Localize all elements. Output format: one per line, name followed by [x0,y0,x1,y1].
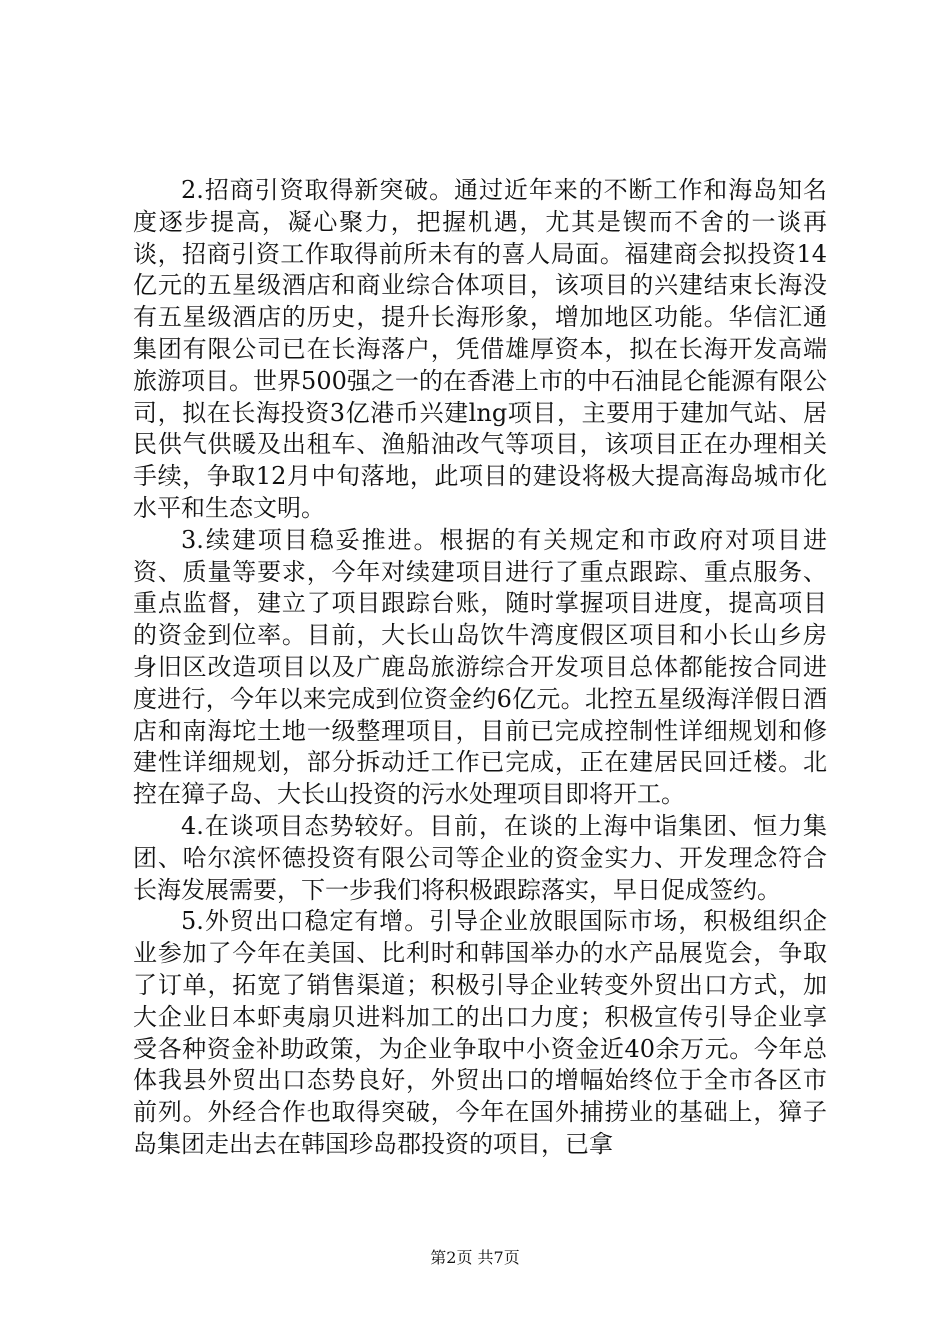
paragraph-continuing-projects: 3.续建项目稳妥推进。根据的有关规定和市政府对项目进资、质量等要求，今年对续建项目进行了重点跟踪、重点服务、重点监督，建立了项目跟踪台账，随时掌握项目进度，提高项目的资金到位率。目前，大长山岛饮牛湾度假区项目和小长山乡房身旧区改造项目以及广鹿岛旅游综合开发项目总体都能按合同进度进行，今年以来完成到位资金约6亿元。北控五星级海洋假日酒店和南海坨土地一级整理项目，目前已完成控制性详细规划和修建性详细规划，部分拆动迁工作已完成，正在建居民回迁楼。北控在獐子岛、大长山投资的污水处理项目即将开工。 [133,525,827,809]
document-body [133,175,827,1161]
paragraph-negotiating-projects: 4.在谈项目态势较好。目前，在谈的上海中诣集团、恒力集团、哈尔滨怀德投资有限公司等企业的资金实力、开发理念符合长海发展需要，下一步我们将积极跟踪落实，早日促成签约。 [133,811,827,904]
paragraph-foreign-trade: 5.外贸出口稳定有增。引导企业放眼国际市场，积极组织企业参加了今年在美国、比利时和韩国举办的水产品展览会，争取了订单，拓宽了销售渠道；积极引导企业转变外贸出口方式，加大企业日本虾夷扇贝进料加工的出口力度；积极宣传引导企业享受各种资金补助政策，为企业争取中小资金近40余万元。今年总体我县外贸出口态势良好，外贸出口的增幅始终位于全市各区市前列。外经合作也取得突破，今年在国外捕捞业的基础上，獐子岛集团走出去在韩国珍岛郡投资的项目，已拿 [133,907,827,1158]
paragraph-investment: 2.招商引资取得新突破。通过近年来的不断工作和海岛知名度逐步提高，凝心聚力，把握机遇，尤其是锲而不舍的一谈再谈，招商引资工作取得前所未有的喜人局面。福建商会拟投资14亿元的五星级酒店和商业综合体项目，该项目的兴建结束长海没有五星级酒店的历史，提升长海形象，增加地区功能。华信汇通集团有限公司已在长海落户，凭借雄厚资本，拟在长海开发高端旅游项目。世界500强之一的在香港上市的中石油昆仑能源有限公司，拟在长海投资3亿港币兴建lng项目，主要用于建加气站、居民供气供暖及出租车、渔船油改气等项目，该项目正在办理相关手续，争取12月中旬落地，此项目的建设将极大提高海岛城市化水平和生态文明。 [133,176,827,522]
page-footer: 第2页 共7页 [430,1248,520,1267]
